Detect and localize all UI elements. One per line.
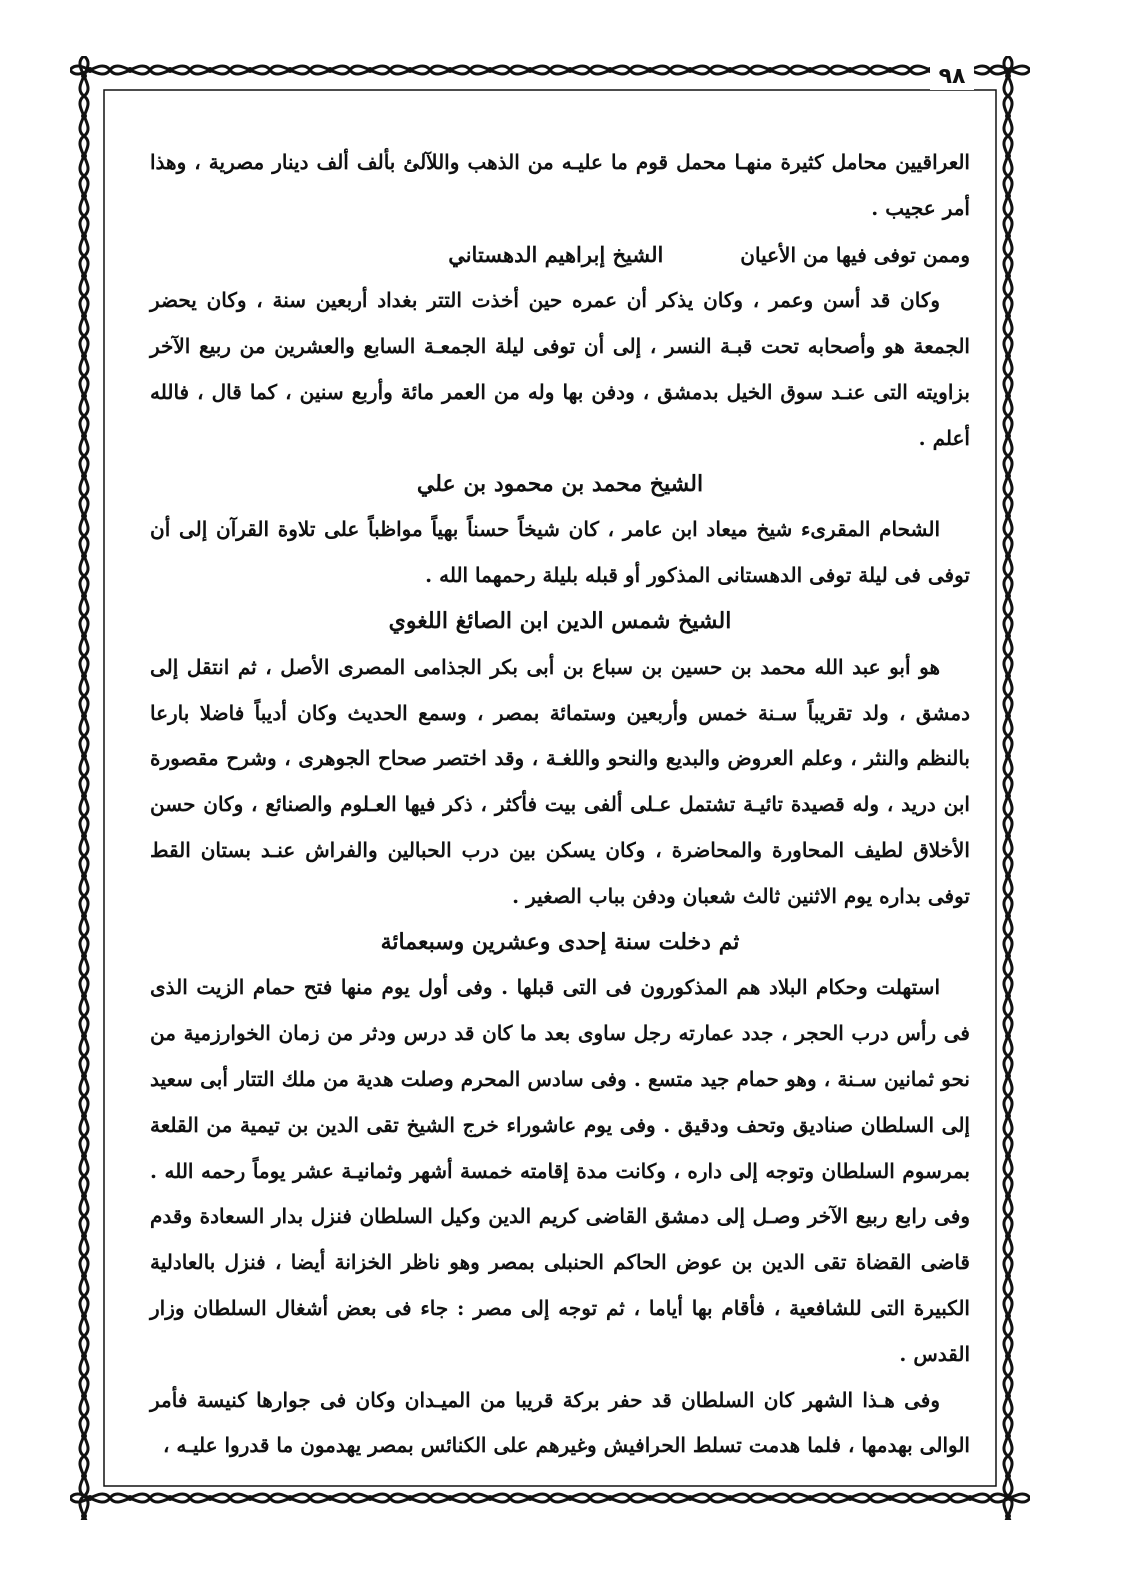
section-heading: الشيخ إبراهيم الدهستاني — [448, 241, 664, 267]
paragraph: الشحام المقرىء شيخ ميعاد ابن عامر ، كان شيخاً حسناً بهياً مواظباً على تلاوة القرآن إلى أن توفى فى ليلة توفى الدهستانى المذكور أو قبله بليلة رحمهما الله . — [150, 517, 970, 588]
page-number: ٩٨ — [930, 64, 974, 90]
section-heading: الشيخ محمد بن محمود بن علي — [416, 470, 704, 497]
paragraph: هو أبو عبد الله محمد بن حسين بن سباع بن أبى بكر الجذامى المصرى الأصل ، ثم انتقل إلى دمشق ، ولد تقريباً سـنة خمس وأربعين وستمائة بمصر ، وسمع الحديث وكان أديباً فاضلا بارعا بالنظم والنثر ، وعلم العروض والبديع والنحو واللغـة ، وقد اختصر صحاح الجوهرى ، وشرح مقصورة ابن دريد ، وله قصيدة تائيـة تشتمل عـلى ألفى بيت فأكثر ، ذكر فيها العـلوم والصنائع ، وكان حسن الأخلاق لطيف المحاورة والمحاضرة ، وكان يسكن بين درب الحبالين والفراش عنـد بستان القط توفى بداره يوم الاثنين ثالث شعبان ودفن بباب الصغير . — [150, 654, 970, 908]
paragraph: استهلت وحكام البلاد هم المذكورون فى التى قبلها . وفى أول يوم منها فتح حمام الزيت الذى فى رأس درب الحجر ، جدد عمارته رجل ساوى بعد ما كان قد درس ودثر من زمان الخوارزمية من نحو ثمانين سـنة ، وهو حمام جيد متسع . وفى سادس المحرم وصلت هدية من ملك التتار أبى سعيد إلى السلطان صناديق وتحف ودقيق . وفى يوم عاشوراء خرج الشيخ تقى الدين بن تيمية من القلعة بمرسوم السلطان وتوجه إلى داره ، وكانت مدة إقامته خمسة أشهر وثمانيـة عشر يوماً رحمه الله . وفى رابع ربيع الآخر وصـل إلى دمشق القاضى كريم الدين وكيل السلطان فنزل بدار السعادة وقدم قاضى القضاة تقى الدين بن عوض الحاكم الحنبلى بمصر وهو ناظر الخزانة أيضا ، فنزل بالعادلية الكبيرة التى للشافعية ، فأقام بها أياما ، ثم توجه إلى مصر : جاء فى بعض أشغال السلطان وزار القدس . — [150, 975, 970, 1366]
paragraph: وكان قد أسن وعمر ، وكان يذكر أن عمره حين أخذت التتر بغداد أربعين سنة ، وكان يحضر الجمعة هو وأصحابه تحت قبـة النسر ، إلى أن توفى ليلة الجمعـة السابع والعشرين من ربيع الآخر بزاويته التى عنـد سوق الخيل بدمشق ، ودفن بها وله من العمر مائة وأربع سنين ، كما قال ، فالله أعلم . — [150, 288, 970, 450]
paragraph: العراقيين محامل كثيرة منهـا محمل قوم ما عليـه من الذهب واللآلئ بألف ألف دينار مصرية ، وهذا أمر عجيب . — [150, 150, 970, 220]
year-heading: ثم دخلت سنة إحدى وعشرين وسبعمائة — [380, 928, 740, 955]
paragraph: وفى هـذا الشهر كان السلطان قد حفر بركة قريبا من الميـدان وكان فى جوارها كنيسة فأمر الوالى بهدمها ، فلما هدمت تسلط الحرافيش وغيرهم على الكنائس بمصر يهدمون ما قدروا عليـه ، — [150, 1387, 970, 1458]
paragraph-text: وممن توفى فيها من الأعيان — [740, 242, 970, 267]
page-body — [150, 140, 970, 1458]
paragraph-with-heading — [150, 232, 970, 279]
section-heading: الشيخ شمس الدين ابن الصائغ اللغوي — [388, 607, 732, 634]
